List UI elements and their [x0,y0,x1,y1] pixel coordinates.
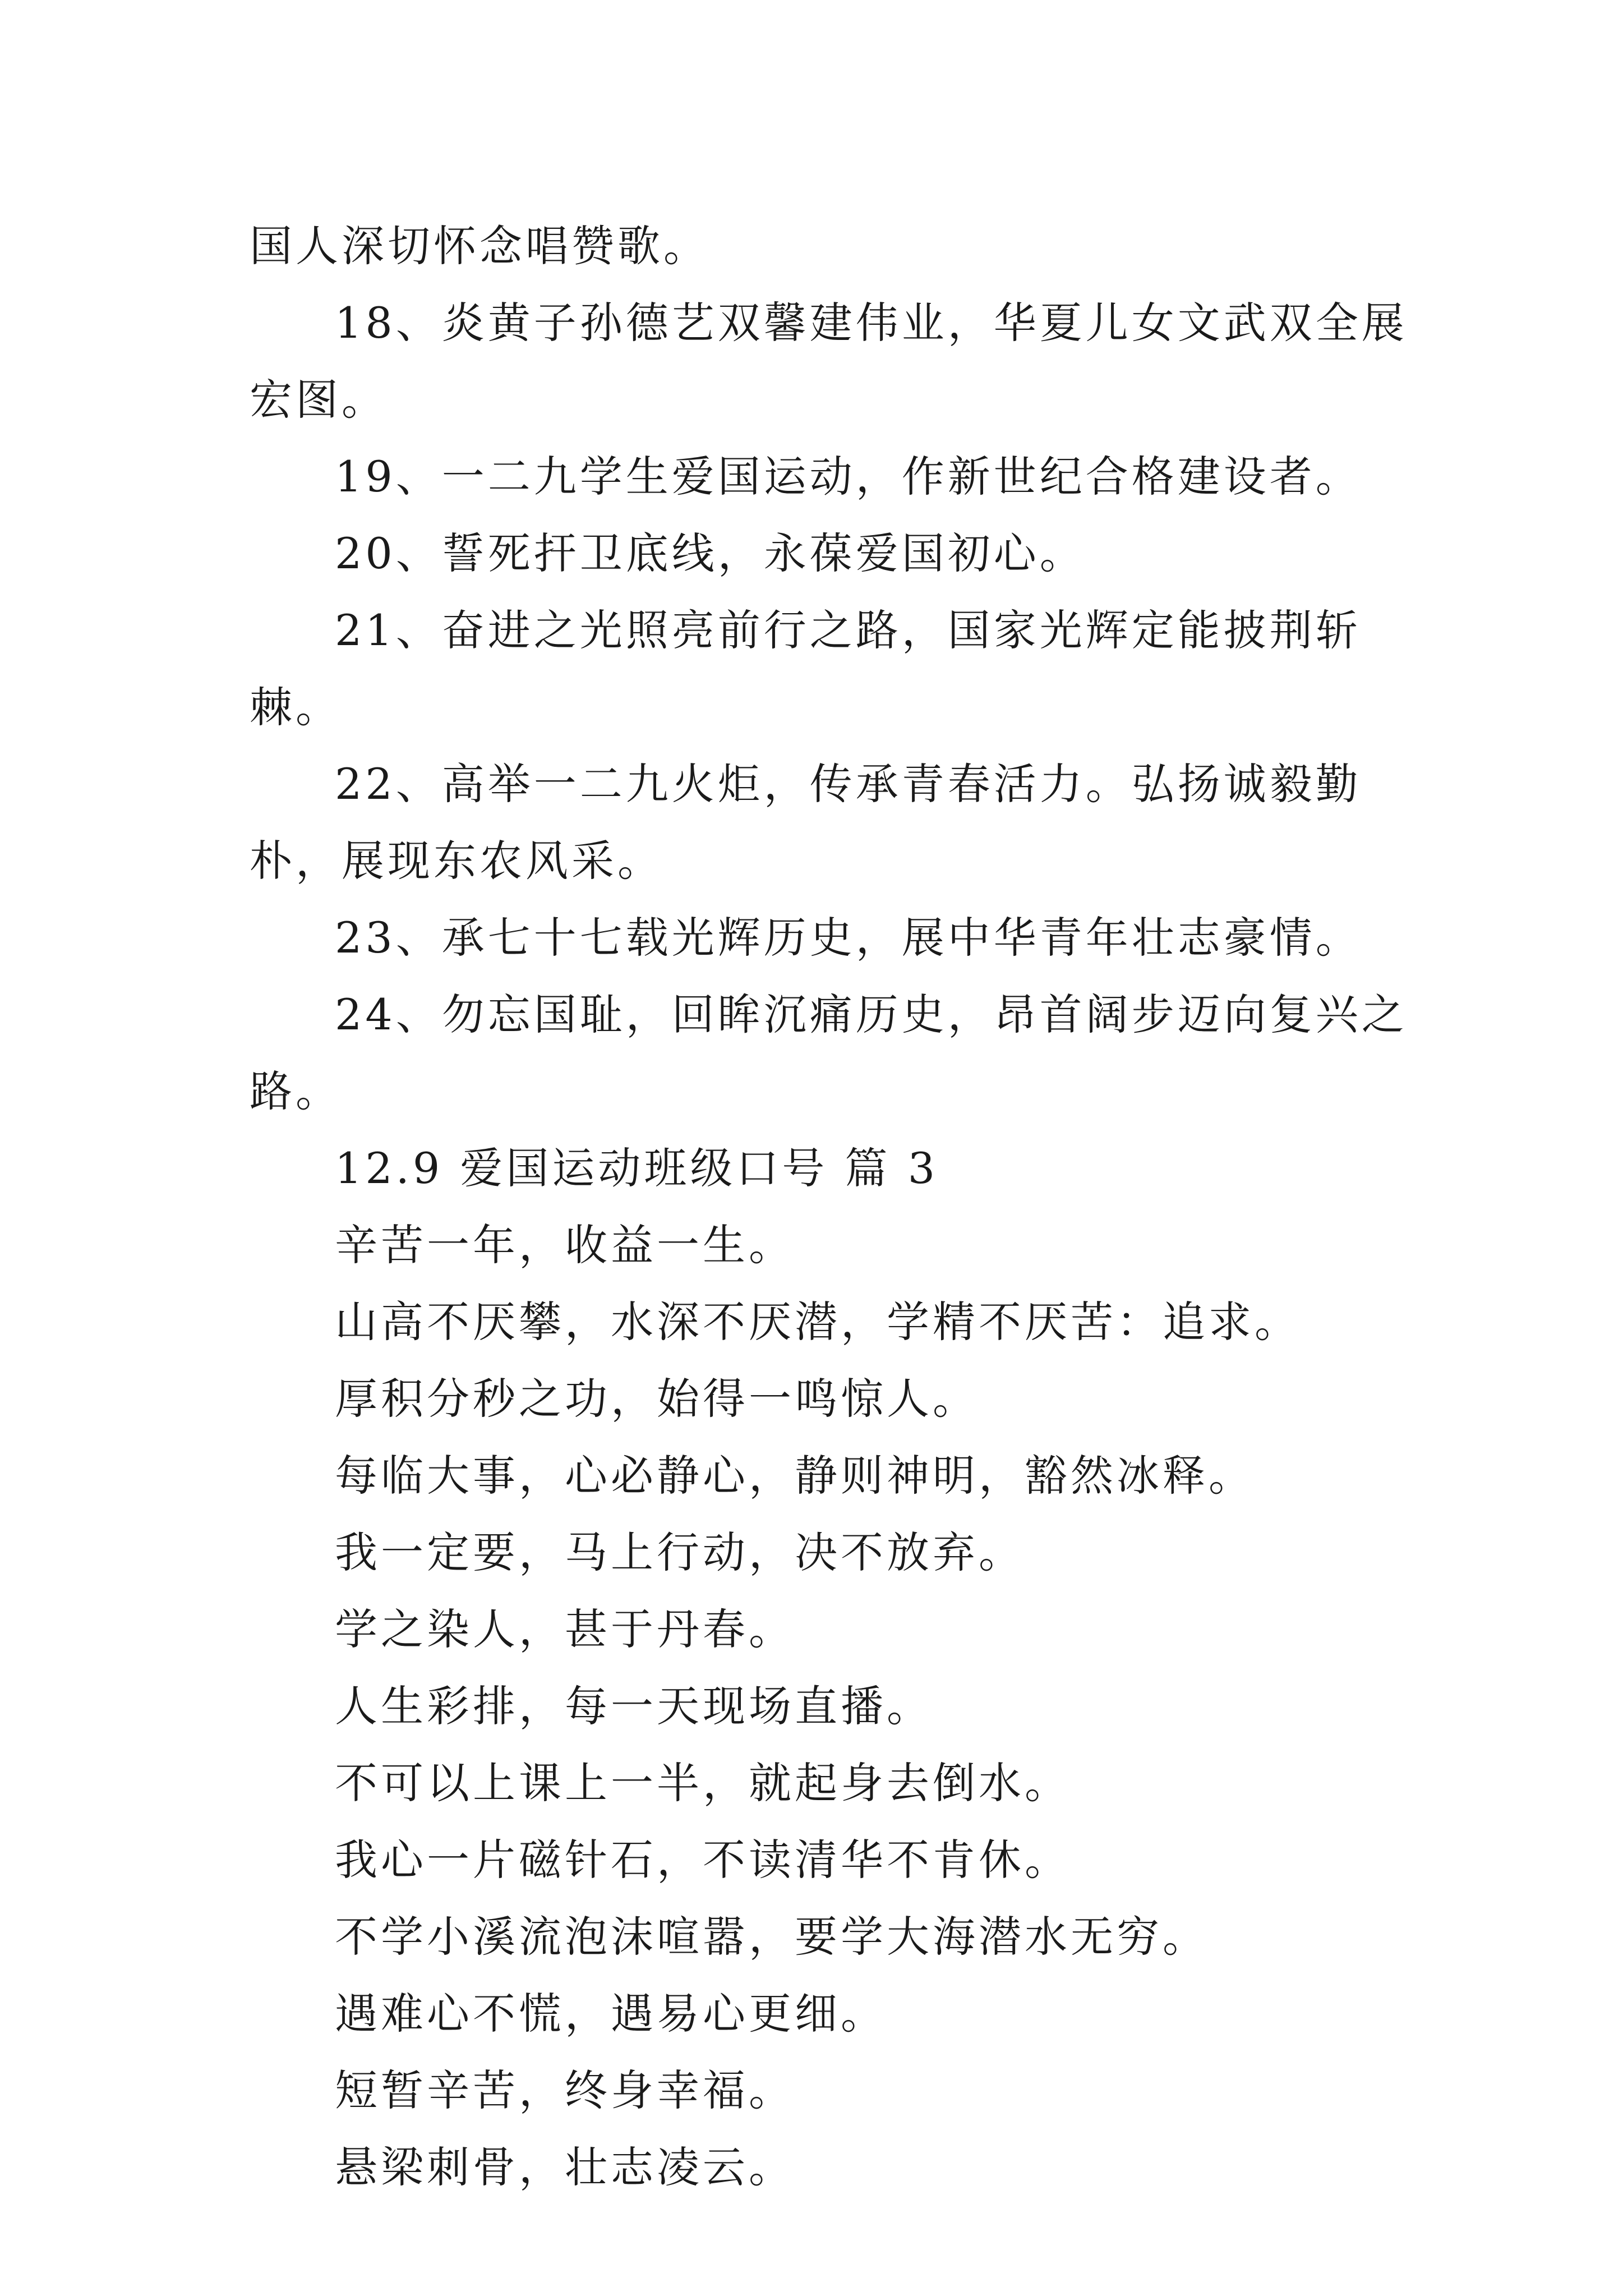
slogan-19: 19、一二九学生爱国运动，作新世纪合格建设者。 [335,452,1362,501]
slogan-line: 厚积分秒之功，始得一鸣惊人。 [335,1374,979,1424]
slogan-line: 不学小溪流泡沫喧嚣，要学大海潜水无穷。 [335,1912,1209,1962]
slogan-line: 我一定要，马上行动，决不放弃。 [335,1527,1025,1577]
slogan-line: 遇难心不慌，遇易心更细。 [335,1989,887,2039]
slogan-22: 22、高举一二九火炬，传承青春活力。弘扬诚毅勤朴，展现东农风采。 [250,759,1362,886]
slogan-24: 24、勿忘国耻，回眸沉痛历史，昂首阔步迈向复兴之路。 [250,990,1408,1116]
slogan-20: 20、誓死扞卫底线，永葆爱国初心。 [335,528,1086,578]
section-heading: 12.9 爱国运动班级口号 篇 3 [335,1143,939,1193]
paragraph-continuation: 国人深切怀念唱赞歌。 [250,221,709,271]
slogan-line: 学之染人，甚于丹春。 [335,1604,795,1654]
slogan-line: 短暂辛苦，终身幸福。 [335,2065,795,2115]
document-body [250,208,1433,2206]
slogan-18: 18、炎黄子孙德艺双馨建伟业，华夏儿女文武双全展宏图。 [250,298,1408,425]
slogan-line: 悬梁刺骨，壮志凌云。 [335,2142,795,2192]
slogan-line: 我心一片磁针石，不读清华不肯休。 [335,1835,1071,1885]
slogan-line: 每临大事，心必静心，静则神明，豁然冰释。 [335,1451,1255,1501]
slogan-line: 人生彩排，每一天现场直播。 [335,1681,933,1731]
slogan-23: 23、承七十七载光辉历史，展中华青年壮志豪情。 [335,913,1362,963]
slogan-line: 山高不厌攀，水深不厌潜，学精不厌苦：追求。 [335,1297,1301,1347]
slogan-21: 21、奋进之光照亮前行之路，国家光辉定能披荆斩棘。 [250,605,1362,732]
slogan-line: 辛苦一年，收益一生。 [335,1220,795,1270]
slogan-line: 不可以上课上一半，就起身去倒水。 [335,1758,1071,1808]
